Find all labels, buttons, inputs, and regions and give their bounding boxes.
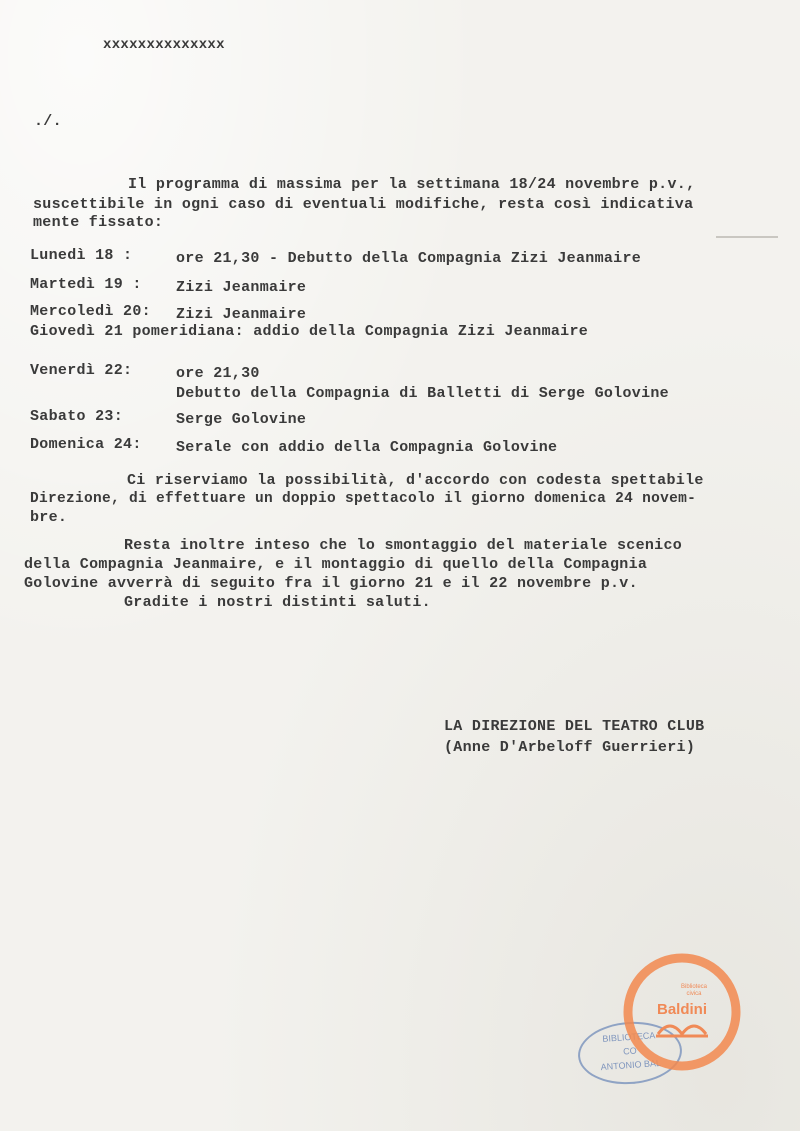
schedule-day: Venerdì 22: xyxy=(30,362,133,379)
schedule-text: Giovedì 21 pomeridiana: addio della Compagnia Zizi Jeanmaire xyxy=(30,323,589,340)
header-strike-mark: xxxxxxxxxxxxxx xyxy=(103,37,225,53)
closing-salutation: Gradite i nostri distinti saluti. xyxy=(124,594,431,611)
intro-line-1: Il programma di massima per la settimana 18/24 novembre p.v., xyxy=(128,176,696,193)
schedule-day: Martedì 19 : xyxy=(30,276,142,293)
stamp-line: ANTONIO BAL xyxy=(600,1057,662,1073)
signature-title: LA DIREZIONE DEL TEATRO CLUB xyxy=(444,718,705,735)
intro-line-3: mente fissato: xyxy=(33,214,164,231)
schedule-text: Zizi Jeanmaire xyxy=(176,306,307,323)
paragraph3-line-3: Golovine avverrà di seguito fra il giorno 21 e il 22 novembre p.v. xyxy=(24,575,638,592)
logo-small-text: Biblioteca xyxy=(680,984,708,990)
page-continuation-mark: ./. xyxy=(34,113,62,130)
schedule-text: ore 21,30 xyxy=(176,365,260,382)
paragraph2-line-3: bre. xyxy=(30,509,68,526)
stamp-line: BIBLIOTECA xyxy=(602,1030,656,1044)
schedule-text: ore 21,30 - Debutto della Compagnia Zizi Jeanmaire xyxy=(176,250,642,267)
baldini-library-logo xyxy=(622,952,742,1072)
schedule-day: Mercoledì 20: xyxy=(30,303,151,320)
paragraph3-line-2: della Compagnia Jeanmaire, e il montaggio di quello della Compagnia xyxy=(24,556,648,573)
schedule-text: Serge Golovine xyxy=(176,411,307,428)
paragraph2-line-2: Direzione, di effettuare un doppio spettacolo il giorno domenica 24 novem- xyxy=(30,491,697,507)
pencil-mark xyxy=(716,236,778,238)
logo-small-text: civica xyxy=(686,991,702,997)
schedule-day: Sabato 23: xyxy=(30,408,124,425)
paragraph3-line-1: Resta inoltre inteso che lo smontaggio del materiale scenico xyxy=(124,537,683,554)
paragraph2-line-1: Ci riserviamo la possibilità, d'accordo con codesta spettabile xyxy=(127,472,704,489)
schedule-text: Zizi Jeanmaire xyxy=(176,279,307,296)
schedule-text: Debutto della Compagnia di Balletti di Serge Golovine xyxy=(176,385,669,402)
book-arches-icon xyxy=(658,1026,706,1034)
signature-name: (Anne D'Arbeloff Guerrieri) xyxy=(444,739,696,756)
logo-label: Baldini xyxy=(656,1001,708,1018)
schedule-day: Lunedì 18 : xyxy=(30,247,133,264)
stamp-line: CO xyxy=(622,1045,637,1057)
schedule-day: Domenica 24: xyxy=(30,436,142,453)
schedule-text: Serale con addio della Compagnia Golovine xyxy=(176,439,558,456)
intro-line-2: suscettibile in ogni caso di eventuali modifiche, resta così indicativa xyxy=(33,196,694,213)
